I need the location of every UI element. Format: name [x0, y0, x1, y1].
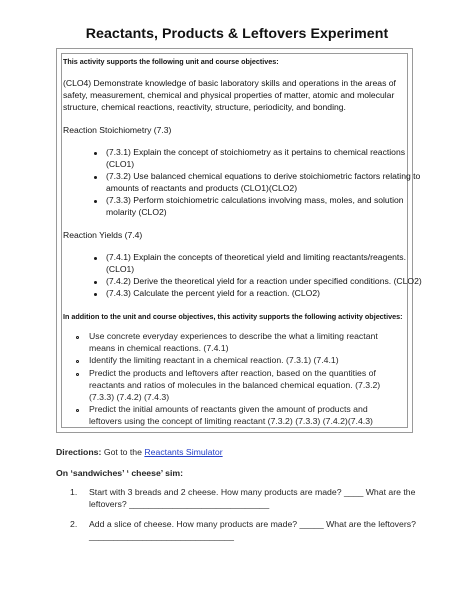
question-2-line-1: Add a slice of cheese. How many products are made? _____ What are the leftovers? — [89, 519, 416, 529]
clo4-line-3: structure, chemical reactions, reactivity, structure, periodicity, and bonding. — [63, 102, 346, 112]
yield-item-2: (7.4.2) Derive the theoretical yield for a reaction under specified conditions. (CLO2) — [106, 276, 422, 286]
stoich-item-1-line-1: (7.3.1) Explain the concept of stoichiometry as it pertains to chemical reactions — [106, 147, 406, 157]
clo4-line-1: (CLO4) Demonstrate knowledge of basic laboratory skills and operations in the areas of — [63, 78, 396, 88]
activity-item-4-line-2: leftovers using the concept of limiting reactant (7.3.2) (7.3.3) (7.4.2)(7.4.3) — [89, 416, 373, 426]
activity-item-4-line-1: Predict the initial amounts of reactants given the amount of products and — [89, 404, 368, 414]
activity-item-3-line-3: (7.3.3) (7.4.2) (7.4.3) — [89, 392, 170, 402]
question-2-number: 2. — [70, 519, 78, 529]
sim-heading: On ‘sandwiches’ ‘ cheese’ sim: — [56, 468, 183, 478]
question-1-line-1: Start with 3 breads and 2 cheese. How many products are made? ____ What are the — [89, 487, 416, 497]
activity-item-3-line-2: reactants and ratios of molecules in the balanced chemical equation. (7.3.2) — [89, 380, 381, 390]
yield-item-1-line-1: (7.4.1) Explain the concepts of theoretical yield and limiting reactants/reagents. — [106, 252, 406, 262]
stoich-item-2-line-2: amounts of reactants and products (CLO1)(CLO2) — [106, 183, 298, 193]
question-2-line-2: ______________________________ — [89, 531, 234, 541]
activity-item-3-line-1: Predict the products and leftovers after reaction, based on the quantities of — [89, 368, 376, 378]
question-1-number: 1. — [70, 487, 78, 497]
stoich-item-3-line-1: (7.3.3) Perform stoichiometric calculations involving mass, moles, and solution — [106, 195, 404, 205]
yield-item-1-line-2: (CLO1) — [106, 264, 135, 274]
objectives-heading: This activity supports the following unit and course objectives: — [63, 57, 279, 66]
stoich-item-1-line-2: (CLO1) — [106, 159, 135, 169]
activity-objectives-heading: In addition to the unit and course objectives, this activity supports the following activity objectives: — [63, 312, 403, 321]
yields-title: Reaction Yields (7.4) — [63, 230, 143, 240]
stoich-item-3-line-2: molarity (CLO2) — [106, 207, 167, 217]
directions-label: Directions: — [56, 447, 102, 457]
yield-item-3: (7.4.3) Calculate the percent yield for a reaction. (CLO2) — [106, 288, 320, 298]
page-title: Reactants, Products & Leftovers Experiment — [85, 26, 389, 42]
question-1-line-2: leftovers? _____________________________ — [89, 499, 270, 509]
clo4-line-2: safety, measurement, chemical and physical properties of matter, atomic and molecular — [63, 90, 395, 100]
activity-item-1-line-2: means in chemical reactions. (7.4.1) — [89, 343, 229, 353]
activity-item-1-line-1: Use concrete everyday experiences to describe the what a limiting reactant — [89, 331, 378, 341]
directions-text: Got to the — [103, 447, 142, 457]
directions-line — [56, 447, 223, 459]
stoichiometry-title: Reaction Stoichiometry (7.3) — [63, 125, 172, 135]
stoich-item-2-line-1: (7.3.2) Use balanced chemical equations to derive stoichiometric factors relating to — [106, 171, 421, 181]
activity-item-2: Identify the limiting reactant in a chemical reaction. (7.3.1) (7.4.1) — [89, 355, 339, 365]
reactants-simulator-link[interactable]: Reactants Simulator — [144, 447, 223, 457]
